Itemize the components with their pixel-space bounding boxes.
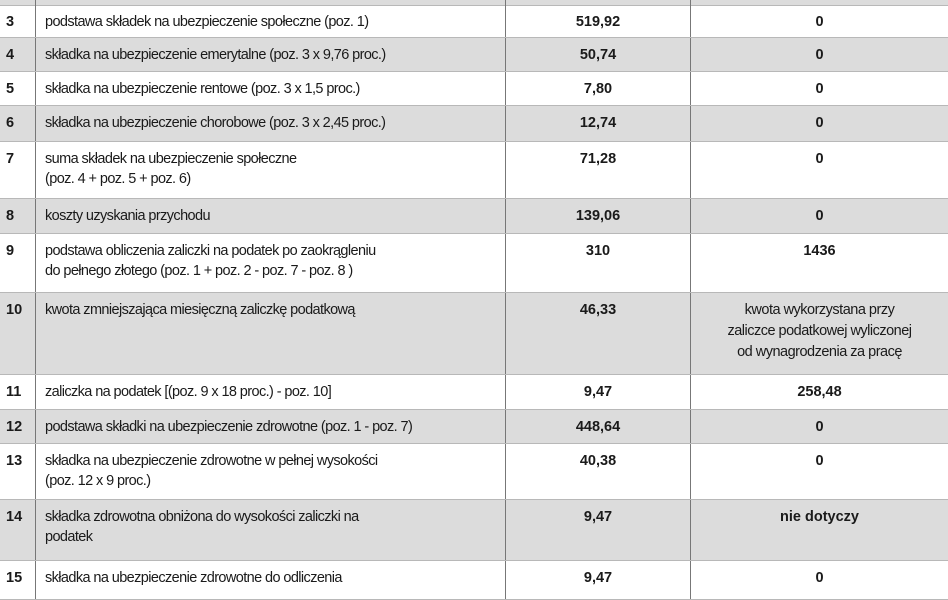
row-number: 5 xyxy=(6,81,15,97)
value-column-2-line: nie dotyczy xyxy=(780,509,859,525)
table-row xyxy=(0,199,948,234)
row-description xyxy=(35,561,505,599)
value-column-1: 46,33 xyxy=(505,293,690,374)
value-column-1: 12,74 xyxy=(505,106,690,141)
row-description-line: składka na ubezpieczenie rentowe (poz. 3 x 1,5 proc.) xyxy=(45,81,360,97)
row-number: 3 xyxy=(6,14,15,30)
row-description xyxy=(35,500,505,560)
row-description-line: (poz. 12 x 9 proc.) xyxy=(45,473,151,489)
value-column-1: 9,47 xyxy=(505,500,690,560)
row-description-line: do pełnego złotego (poz. 1 + poz. 2 - poz. 7 - poz. 8 ) xyxy=(45,263,353,279)
row-description xyxy=(35,375,505,409)
row-description xyxy=(35,293,505,374)
value-column-2 xyxy=(690,106,948,141)
row-description-line: składka na ubezpieczenie chorobowe (poz. 3 x 2,45 proc.) xyxy=(45,115,386,131)
value-column-2-line: 258,48 xyxy=(797,384,842,400)
value-column-2-line: 0 xyxy=(815,570,824,586)
value-column-2 xyxy=(690,410,948,443)
value-column-1: 519,92 xyxy=(505,5,690,37)
row-description xyxy=(35,234,505,292)
row-description-line: zaliczka na podatek [(poz. 9 x 18 proc.) - poz. 10] xyxy=(45,384,332,400)
value-column-1: 40,38 xyxy=(505,444,690,499)
table-row xyxy=(0,293,948,375)
value-column-1: 310 xyxy=(505,234,690,292)
row-number: 15 xyxy=(6,570,23,586)
table-row xyxy=(0,106,948,142)
row-description xyxy=(35,72,505,105)
value-column-2 xyxy=(690,293,948,374)
row-description-line: podstawa składki na ubezpieczenie zdrowotne (poz. 1 - poz. 7) xyxy=(45,419,413,435)
row-number: 13 xyxy=(6,453,23,469)
row-description xyxy=(35,199,505,233)
value-column-2-line: od wynagrodzenia za pracę xyxy=(737,344,902,360)
value-column-2-line: 0 xyxy=(815,453,824,469)
table-row xyxy=(0,142,948,199)
table-row xyxy=(0,500,948,561)
row-description-line: składka zdrowotna obniżona do wysokości zaliczki na xyxy=(45,509,359,525)
value-column-2-line: 1436 xyxy=(803,243,836,259)
table-row xyxy=(0,561,948,600)
value-column-1: 7,80 xyxy=(505,72,690,105)
value-column-2 xyxy=(690,5,948,37)
row-description-line: suma składek na ubezpieczenie społeczne xyxy=(45,151,297,167)
row-description-line: podstawa obliczenia zaliczki na podatek po zaokrągleniu xyxy=(45,243,376,259)
row-description xyxy=(35,5,505,37)
row-description-line: składka na ubezpieczenie zdrowotne w pełnej wysokości xyxy=(45,453,378,469)
row-number: 11 xyxy=(6,384,22,400)
row-number: 4 xyxy=(6,47,15,63)
row-description xyxy=(35,106,505,141)
value-column-2-line: 0 xyxy=(815,419,824,435)
value-column-2 xyxy=(690,561,948,599)
table-row xyxy=(0,234,948,293)
row-number: 6 xyxy=(6,115,15,131)
value-column-2-line: zaliczce podatkowej wyliczonej xyxy=(727,323,912,339)
row-description xyxy=(35,410,505,443)
table-row xyxy=(0,410,948,444)
row-description-line: koszty uzyskania przychodu xyxy=(45,208,210,224)
value-column-2 xyxy=(690,500,948,560)
value-column-2-line: 0 xyxy=(815,81,824,97)
row-number: 14 xyxy=(6,509,23,525)
value-column-2-line: 0 xyxy=(815,47,824,63)
value-column-2-line: 0 xyxy=(815,151,824,167)
row-description-line: podstawa składek na ubezpieczenie społeczne (poz. 1) xyxy=(45,14,369,30)
value-column-2-line: kwota wykorzystana przy xyxy=(744,302,895,318)
value-column-2 xyxy=(690,444,948,499)
value-column-2-line: 0 xyxy=(815,14,824,30)
row-description-line: (poz. 4 + poz. 5 + poz. 6) xyxy=(45,171,191,187)
row-description-line: podatek xyxy=(45,529,93,545)
value-column-1: 9,47 xyxy=(505,561,690,599)
value-column-2 xyxy=(690,375,948,409)
table-row xyxy=(0,444,948,500)
value-column-2-line: 0 xyxy=(815,208,824,224)
table-row xyxy=(0,38,948,72)
row-number: 9 xyxy=(6,243,15,259)
row-number: 10 xyxy=(6,302,23,318)
row-number: 12 xyxy=(6,419,23,435)
table-row xyxy=(0,5,948,38)
row-description-line: kwota zmniejszająca miesięczną zaliczkę podatkową xyxy=(45,302,355,318)
row-description xyxy=(35,38,505,71)
row-description-line: składka na ubezpieczenie emerytalne (poz. 3 x 9,76 proc.) xyxy=(45,47,386,63)
value-column-2 xyxy=(690,234,948,292)
value-column-2 xyxy=(690,199,948,233)
value-column-1: 71,28 xyxy=(505,142,690,198)
value-column-2-line: 0 xyxy=(815,115,824,131)
value-column-1: 50,74 xyxy=(505,38,690,71)
value-column-2 xyxy=(690,142,948,198)
value-column-2 xyxy=(690,38,948,71)
row-number: 8 xyxy=(6,208,15,224)
value-column-1: 9,47 xyxy=(505,375,690,409)
row-description xyxy=(35,444,505,499)
value-column-1: 139,06 xyxy=(505,199,690,233)
table-row xyxy=(0,375,948,410)
value-column-1: 448,64 xyxy=(505,410,690,443)
row-description xyxy=(35,142,505,198)
row-number: 7 xyxy=(6,151,15,167)
row-description-line: składka na ubezpieczenie zdrowotne do odliczenia xyxy=(45,570,342,586)
table-row xyxy=(0,72,948,106)
value-column-2 xyxy=(690,72,948,105)
